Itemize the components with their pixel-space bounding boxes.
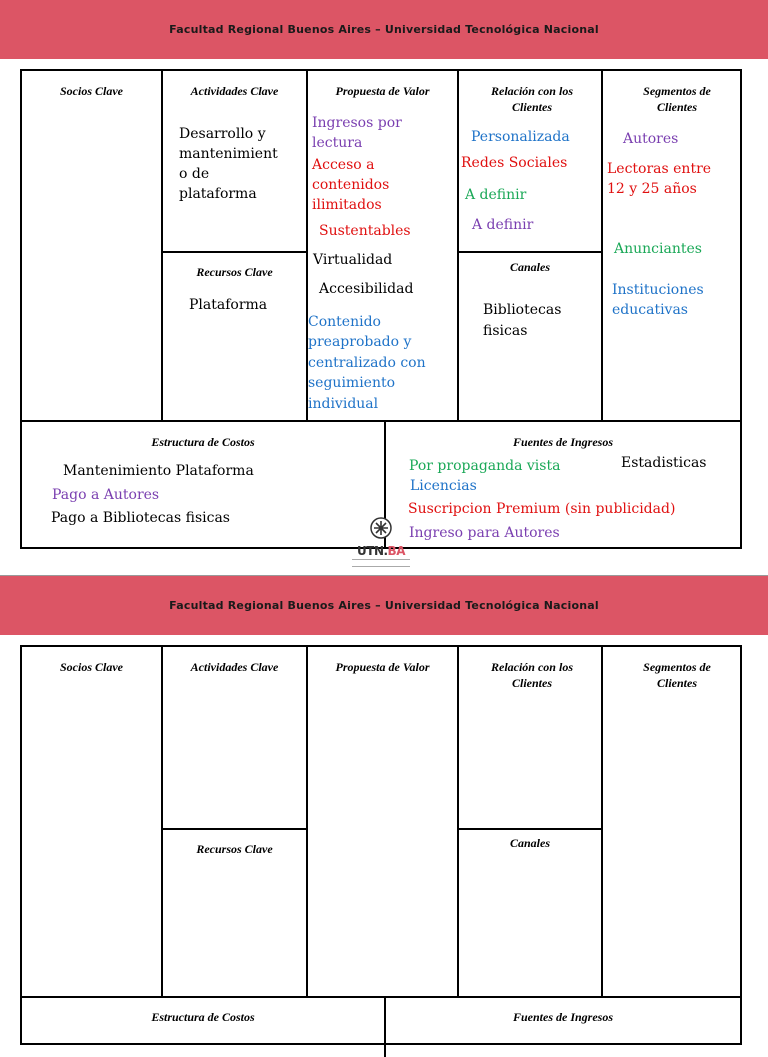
- ingresos-autores: Ingreso para Autores: [409, 525, 560, 541]
- propuesta-contenido: seguimiento: [308, 375, 396, 391]
- propuesta-accesibilidad: Accesibilidad: [319, 281, 414, 297]
- divider: [601, 71, 603, 421]
- label-socios-clave: Socios Clave: [60, 660, 123, 674]
- segmentos-instituciones: educativas: [612, 302, 688, 318]
- costos-pago-bibliotecas: Pago a Bibliotecas fisicas: [51, 510, 230, 526]
- label-segmentos-clientes: Segmentos de Clientes: [643, 84, 711, 114]
- actividades-line: plataforma: [179, 186, 257, 202]
- divider: [161, 647, 163, 997]
- propuesta-contenido: Contenido: [308, 314, 381, 330]
- logo-subline: [352, 559, 410, 567]
- label-fuentes-ingresos: Fuentes de Ingresos: [512, 435, 613, 449]
- canales-line: Bibliotecas: [483, 302, 562, 318]
- propuesta-acceso: Acceso a: [312, 157, 375, 173]
- label-recursos-clave: Recursos Clave: [196, 265, 273, 279]
- segmentos-lectoras: Lectoras entre: [607, 161, 712, 177]
- utn-logo: [346, 513, 416, 567]
- propuesta-contenido: centralizado con: [308, 355, 426, 371]
- header-bar: [0, 576, 768, 635]
- label-estructura-costos: Estructura de Costos: [151, 1010, 255, 1024]
- utn-seal-icon: [370, 517, 392, 539]
- label-canales: Canales: [509, 260, 550, 274]
- relacion-definir: A definir: [472, 217, 534, 233]
- label-actividades-clave: Actividades Clave: [190, 84, 279, 98]
- segmentos-anunciantes: Anunciantes: [614, 241, 702, 257]
- label-actividades-clave: Actividades Clave: [190, 660, 279, 674]
- label-relacion-clientes: Relación con los Clientes: [490, 84, 573, 114]
- label-relacion-clientes: Relación con los Clientes: [490, 660, 573, 690]
- costos-mantenimiento: Mantenimiento Plataforma: [63, 463, 254, 479]
- divider: [306, 647, 308, 997]
- ingresos-premium: Suscripcion Premium (sin publicidad): [408, 501, 676, 517]
- relacion-definir: A definir: [465, 187, 527, 203]
- canvas-board-empty: [20, 645, 742, 1045]
- relacion-redes: Redes Sociales: [461, 155, 568, 171]
- costos-pago-autores: Pago a Autores: [52, 487, 160, 503]
- actividades-line: mantenimient: [179, 146, 278, 162]
- label-propuesta-valor: Propuesta de Valor: [335, 660, 430, 674]
- segmentos-lectoras: 12 y 25 años: [607, 181, 697, 197]
- divider: [161, 71, 163, 421]
- recursos-line: Plataforma: [189, 297, 268, 313]
- divider: [161, 251, 306, 253]
- label-socios-clave: Socios Clave: [60, 84, 123, 98]
- divider: [161, 828, 306, 830]
- label-propuesta-valor: Propuesta de Valor: [335, 84, 430, 98]
- header-title: Facultad Regional Buenos Aires – Universidad Tecnológica Nacional: [169, 23, 599, 36]
- propuesta-acceso: ilimitados: [312, 197, 382, 213]
- propuesta-virtualidad: Virtualidad: [313, 252, 393, 268]
- propuesta-sustentables: Sustentables: [319, 223, 411, 239]
- segmentos-instituciones: Instituciones: [612, 282, 704, 298]
- divider: [457, 251, 603, 253]
- divider: [457, 647, 459, 997]
- canvas-board: [20, 69, 742, 549]
- propuesta-contenido: individual: [308, 396, 379, 412]
- divider: [22, 420, 740, 422]
- actividades-line: o de: [179, 166, 210, 182]
- divider: [457, 828, 603, 830]
- label-canales: Canales: [509, 836, 550, 850]
- ingresos-estadisticas: Estadisticas: [621, 455, 707, 471]
- label-fuentes-ingresos: Fuentes de Ingresos: [512, 1010, 613, 1024]
- label-segmentos-clientes: Segmentos de Clientes: [643, 660, 711, 690]
- label-recursos-clave: Recursos Clave: [196, 842, 273, 856]
- canales-line: fisicas: [483, 323, 528, 339]
- divider: [457, 71, 459, 421]
- ingresos-propaganda: Por propaganda vista: [409, 458, 561, 474]
- relacion-personalizada: Personalizada: [471, 129, 570, 145]
- propuesta-contenido: preaprobado y: [308, 334, 412, 350]
- divider: [22, 996, 740, 998]
- label-estructura-costos: Estructura de Costos: [151, 435, 255, 449]
- actividades-line: Desarrollo y: [179, 126, 266, 142]
- divider: [601, 647, 603, 997]
- segmentos-autores: Autores: [623, 131, 679, 147]
- divider: [384, 997, 386, 1057]
- utn-logo-text: UTN.BA: [357, 544, 405, 558]
- header-bar: [0, 0, 768, 59]
- ingresos-licencias: Licencias: [410, 478, 477, 494]
- propuesta-ingresos-lectura: lectura: [312, 135, 363, 151]
- propuesta-acceso: contenidos: [312, 177, 390, 193]
- header-title: Facultad Regional Buenos Aires – Universidad Tecnológica Nacional: [169, 599, 599, 612]
- propuesta-ingresos-lectura: Ingresos por: [312, 115, 402, 131]
